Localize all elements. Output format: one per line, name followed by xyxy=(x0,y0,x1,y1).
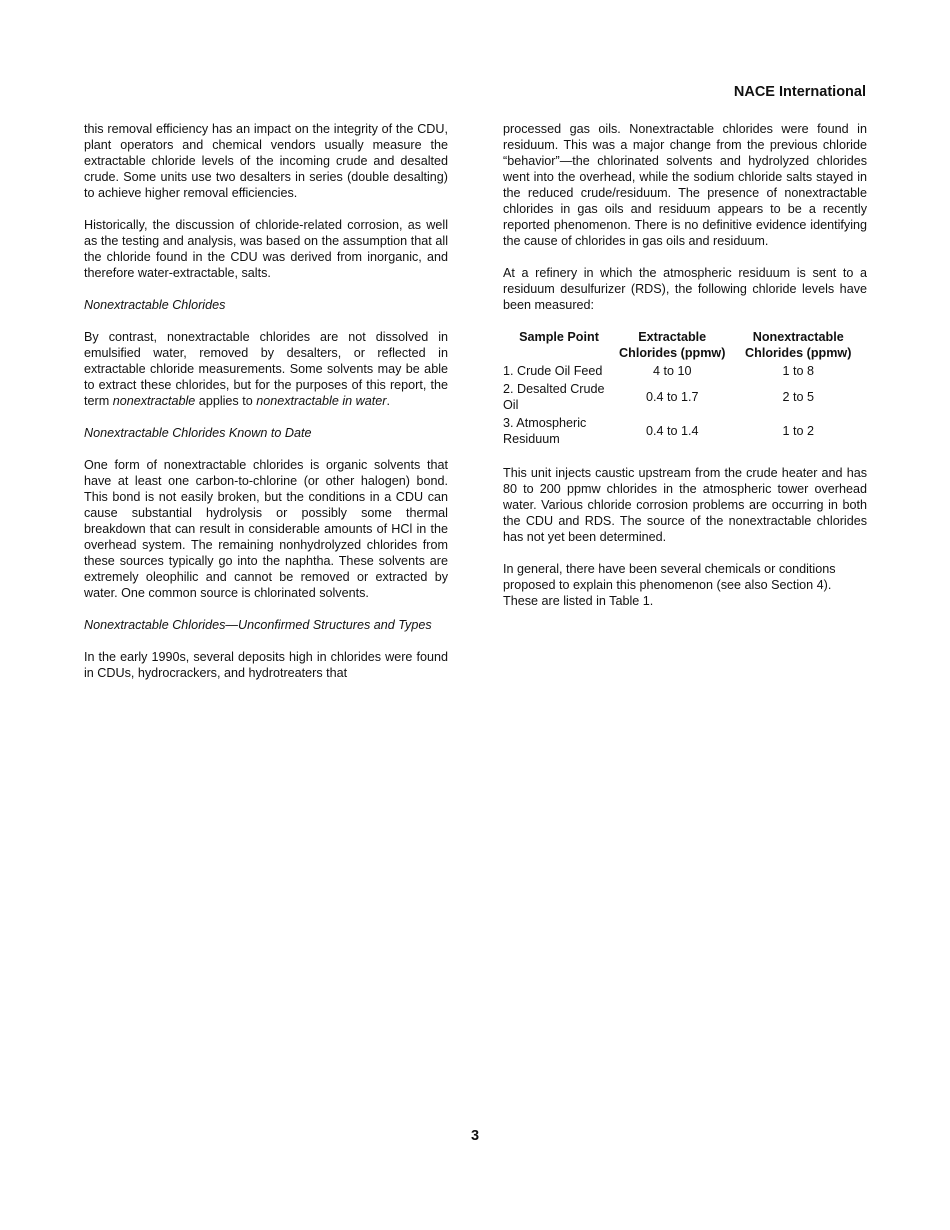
paragraph: In general, there have been several chemicals or conditions proposed to explain this phenomenon (see also Section 4). These are listed in Table 1. xyxy=(503,562,836,608)
extractable-cell: 0.4 to 1.4 xyxy=(645,424,699,438)
paragraph: Historically, the discussion of chloride-related corrosion, as well as the testing and analysis, was based on the assumption that all the chloride found in the CDU was derived from inorganic, and therefore water-extractable, salts. xyxy=(84,218,448,280)
running-header: NACE International xyxy=(733,84,866,100)
chloride-levels-table xyxy=(503,329,867,449)
nonextractable-cell: 2 to 5 xyxy=(782,390,814,404)
table-header-row xyxy=(503,329,867,363)
section-heading: Nonextractable Chlorides xyxy=(84,298,226,312)
table-row xyxy=(503,415,867,449)
text-run: By contrast, nonextractable chlorides are not dissolved in emulsified water, removed by desalters, or reflected in extractable chloride measurements. Some solvents may be able to extract these chlorides, but for the purposes of this report, the term xyxy=(84,330,448,408)
paragraph: This unit injects caustic upstream from the crude heater and has 80 to 200 ppmw chlorides in the atmospheric tower overhead water. Various chloride corrosion problems are occurring in both the CDU and RDS. The source of the nonextractable chlorides has not yet been determined. xyxy=(503,466,867,544)
paragraph: processed gas oils. Nonextractable chlorides were found in residuum. This was a major change from the previous chloride “behavior”—the chlorinated solvents and hydrolyzed chlorides went into the overhead, while the sodium chloride salts stayed in the reduced crude/residuum. The presence of nonextractable chlorides in gas oils and residuum appears to be a recently reported phenomenon. There is no definitive evidence identifying the cause of chlorides in gas oils and residuum. xyxy=(503,122,867,248)
right-column xyxy=(503,121,867,625)
extractable-cell: 0.4 to 1.7 xyxy=(645,390,699,404)
paragraph: One form of nonextractable chlorides is organic solvents that have at least one carbon-to-chlorine (or other halogen) bond. This bond is not easily broken, but the conditions in a CDU can cause substantial hydrolysis or possibly some thermal breakdown that can result in considerable amounts of HCl in the overhead system. The remaining nonhydrolyzed chlorides from these sources typically go into the naphtha. These solvents are extremely oleophilic and cannot be removed or extracted by water. One common source is chlorinated solvents. xyxy=(84,458,448,600)
left-column xyxy=(84,121,448,697)
sample-point-cell: 3. Atmospheric Residuum xyxy=(503,416,587,446)
table-row xyxy=(503,363,867,381)
section-heading: Nonextractable Chlorides Known to Date xyxy=(84,426,312,440)
nonextractable-cell: 1 to 8 xyxy=(782,364,814,378)
page-number: 3 xyxy=(470,1128,480,1144)
column-header: Extractable Chlorides (ppmw) xyxy=(619,330,726,360)
column-header: Nonextractable Chlorides (ppmw) xyxy=(745,330,852,360)
extractable-cell: 4 to 10 xyxy=(652,364,692,378)
table-row xyxy=(503,381,867,415)
sample-point-cell: 2. Desalted Crude Oil xyxy=(503,382,605,412)
paragraph: In the early 1990s, several deposits high in chlorides were found in CDUs, hydrocrackers, and hydrotreaters that xyxy=(84,650,448,680)
sample-point-cell: 1. Crude Oil Feed xyxy=(503,364,603,378)
emphasis: nonextractable xyxy=(112,394,196,408)
text-run: . xyxy=(386,394,390,408)
text-run: applies to xyxy=(195,394,257,408)
nonextractable-cell: 1 to 2 xyxy=(782,424,814,438)
paragraph xyxy=(84,329,448,409)
paragraph: this removal efficiency has an impact on the integrity of the CDU, plant operators and chemical vendors usually measure the extractable chloride levels of the incoming crude and desalted crude. Some units use two desalters in series (double desalting) to achieve higher removal efficiencies. xyxy=(84,122,448,200)
emphasis: nonextractable in water xyxy=(256,394,387,408)
section-heading: Nonextractable Chlorides—Unconfirmed Structures and Types xyxy=(84,618,432,632)
paragraph: At a refinery in which the atmospheric residuum is sent to a residuum desulfurizer (RDS), the following chloride levels have been measured: xyxy=(503,266,867,312)
column-header: Sample Point xyxy=(519,330,599,344)
